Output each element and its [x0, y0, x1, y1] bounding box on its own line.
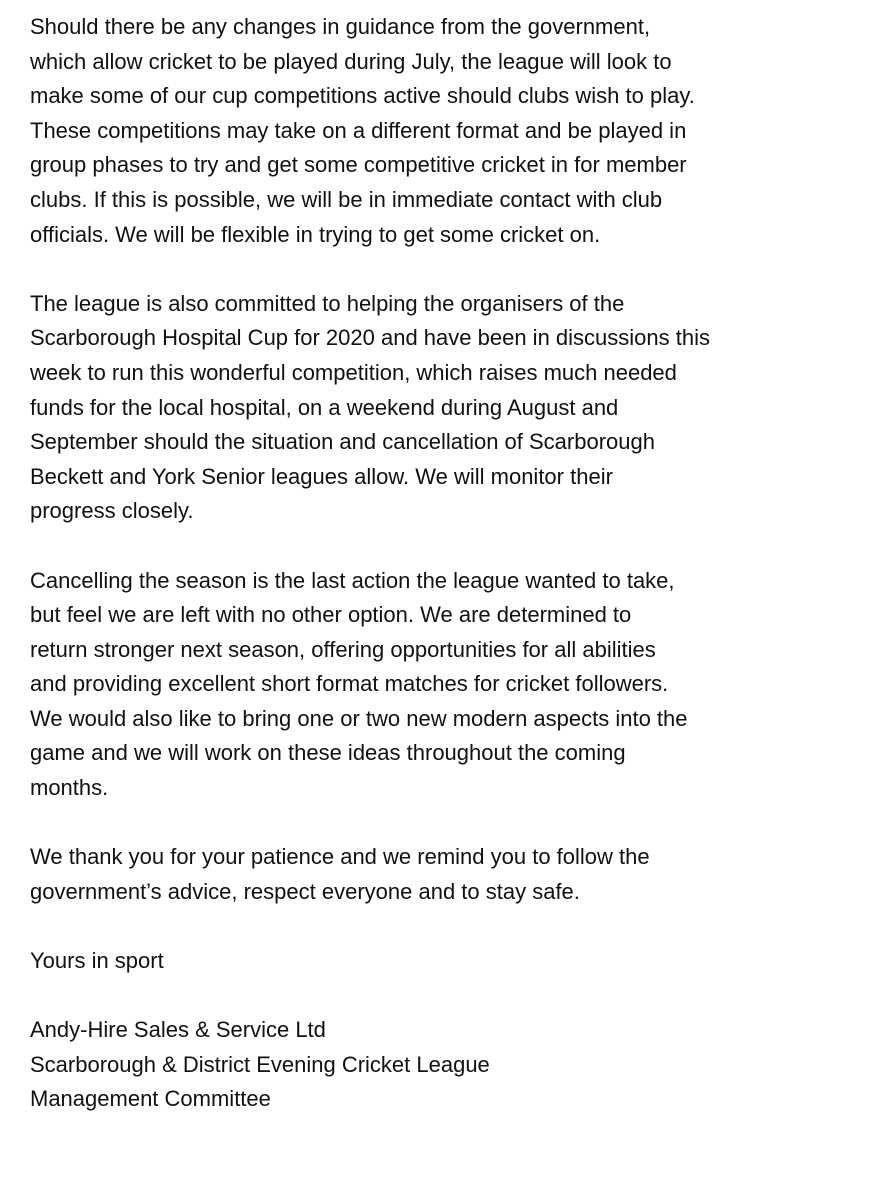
text-line: make some of our cup competitions active should clubs wish to play.: [30, 83, 695, 109]
signature-line: Management Committee: [30, 1086, 271, 1112]
text-line: government’s advice, respect everyone and to stay safe.: [30, 878, 580, 904]
text-line: which allow cricket to be played during July, the league will look to: [30, 48, 672, 74]
signature-line: Scarborough & District Evening Cricket League: [30, 1051, 490, 1077]
text-line: return stronger next season, offering opportunities for all abilities: [30, 636, 656, 662]
text-line: Cancelling the season is the last action the league wanted to take,: [30, 567, 675, 593]
text-line: We thank you for your patience and we remind you to follow the: [30, 844, 650, 870]
text-line: but feel we are left with no other option. We are determined to: [30, 602, 632, 628]
closing-text: Yours in sport: [30, 948, 164, 974]
letter-document: [30, 10, 860, 1117]
text-line: September should the situation and cancellation of Scarborough: [30, 429, 655, 455]
signature-block: [30, 1013, 860, 1117]
text-line: Scarborough Hospital Cup for 2020 and have been in discussions this: [30, 325, 710, 351]
text-line: group phases to try and get some competitive cricket in for member: [30, 152, 687, 178]
text-line: progress closely.: [30, 498, 194, 524]
text-line: funds for the local hospital, on a weekend during August and: [30, 394, 619, 420]
paragraph-hospital-cup: [30, 287, 860, 529]
signature-line: Andy-Hire Sales & Service Ltd: [30, 1017, 326, 1043]
text-line: and providing excellent short format matches for cricket followers.: [30, 671, 669, 697]
text-line: Should there be any changes in guidance from the government,: [30, 14, 651, 39]
text-line: The league is also committed to helping the organisers of the: [30, 290, 625, 316]
closing-line: [30, 944, 860, 979]
text-line: These competitions may take on a different format and be played in: [30, 117, 687, 143]
text-line: officials. We will be flexible in trying to get some cricket on.: [30, 221, 601, 247]
paragraph-cancelling-season: [30, 564, 860, 806]
text-line: We would also like to bring one or two new modern aspects into the: [30, 705, 688, 731]
text-line: clubs. If this is possible, we will be in immediate contact with club: [30, 186, 663, 212]
paragraph-cup-competitions: [30, 10, 860, 252]
text-line: months.: [30, 775, 109, 801]
text-line: Beckett and York Senior leagues allow. We will monitor their: [30, 463, 613, 489]
text-line: game and we will work on these ideas throughout the coming: [30, 740, 626, 766]
paragraph-thank-you: [30, 840, 860, 909]
text-line: week to run this wonderful competition, which raises much needed: [30, 359, 677, 385]
